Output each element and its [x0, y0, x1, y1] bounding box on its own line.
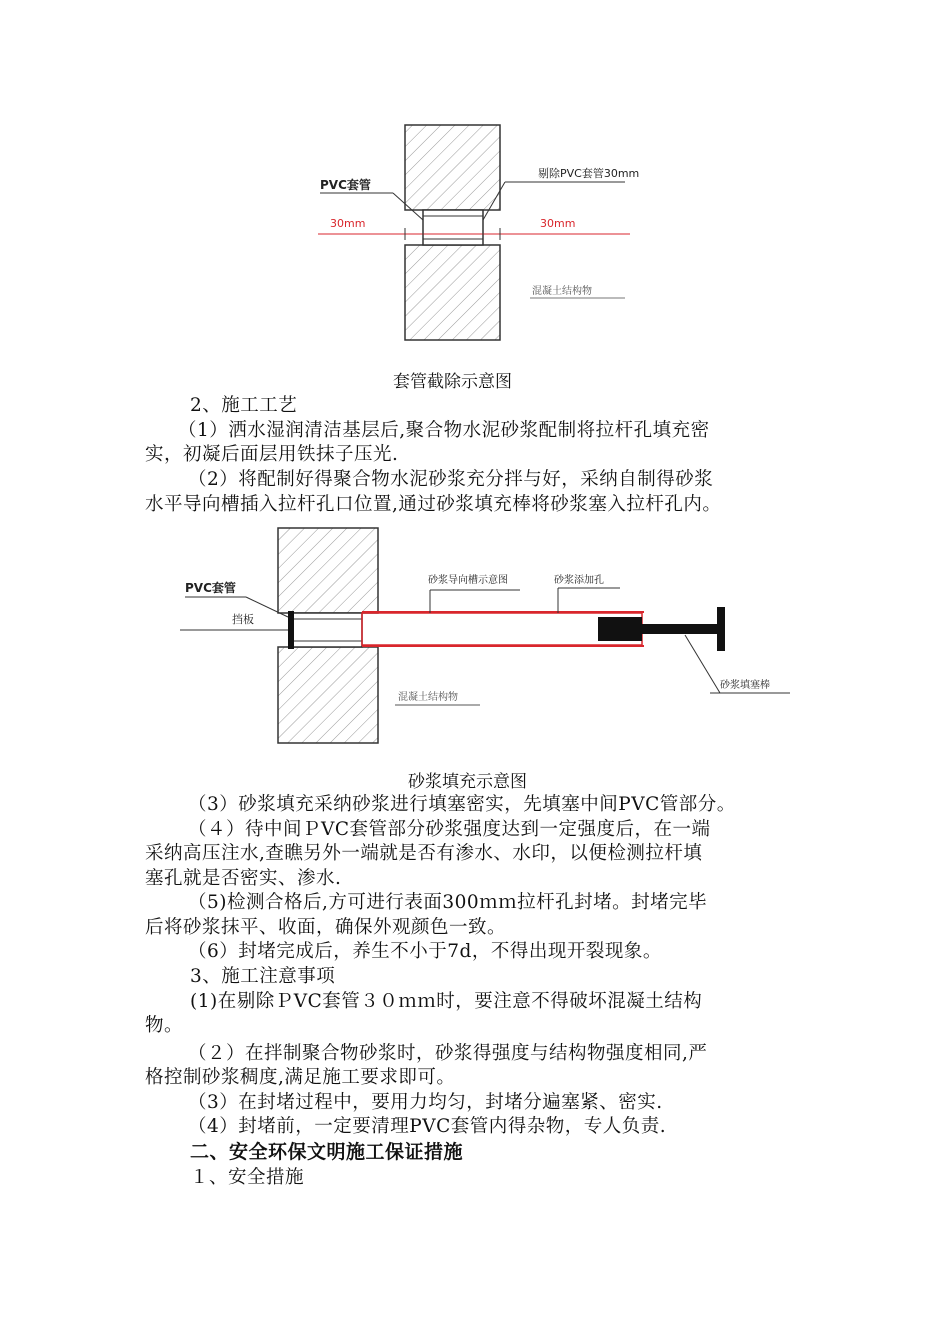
text-line: 水平导向槽插入拉杆孔口位置,通过砂浆填充棒将砂浆塞入拉杆孔内。	[145, 494, 722, 515]
pvc-sleeve	[290, 613, 362, 647]
pvc-sleeve	[423, 210, 483, 245]
text-line: （２）在拌制聚合物砂浆时，砂浆得强度与结构物强度相同,严	[188, 1043, 708, 1064]
label-dim-left: 30mm	[330, 217, 366, 230]
text-line: （1）洒水湿润清洁基层后,聚合物水泥砂浆配制将拉杆孔填充密	[178, 420, 710, 441]
text-line: （４）待中间ＰVC套管部分砂浆强度达到一定强度后，在一端	[188, 819, 711, 840]
text-line: （3）在封堵过程中，要用力均匀，封堵分遍塞紧、密实.	[188, 1092, 663, 1113]
label-pvc-sleeve: PVC套管	[320, 178, 371, 192]
mortar-filling-rod-head	[598, 617, 642, 641]
text-line: （3）砂浆填充采纳砂浆进行填塞密实，先填塞中间PVC管部分。	[188, 794, 736, 815]
text-line: (1)在剔除ＰVC套管３０ｍｍ时，要注意不得破坏混凝土结构	[190, 991, 703, 1012]
label-filling-rod: 砂浆填塞棒	[720, 680, 770, 691]
text-line: 塞孔就是否密实、渗水.	[145, 868, 342, 889]
label-mortar-hole: 砂浆添加孔	[554, 575, 604, 586]
text-line: （6）封堵完成后，养生不小于7d，不得出现开裂现象。	[188, 941, 662, 962]
label-guide-groove: 砂浆导向槽示意图	[428, 575, 508, 586]
label-baffle: 挡板	[232, 613, 254, 626]
text-line: 3、施工注意事项	[190, 966, 336, 987]
figure-sleeve-cutting-diagram	[290, 120, 650, 350]
text-line: 采纳高压注水,查瞧另外一端就是否有渗水、水印，以便检测拉杆填	[145, 843, 703, 864]
text-line: １、安全措施	[190, 1167, 305, 1188]
text-line: （5)检测合格后,方可进行表面300ｍｍ拉杆孔封堵。封堵完毕	[188, 892, 708, 913]
text-line: （2）将配制好得聚合物水泥砂浆充分拌与好，采纳自制得砂浆	[188, 469, 714, 490]
text-line: 后将砂浆抹平、收面，确保外观颜色一致。	[145, 917, 507, 938]
text-line: 物。	[145, 1015, 184, 1036]
baffle-plate	[288, 611, 294, 649]
concrete-block-lower	[278, 647, 378, 743]
concrete-block-lower	[405, 245, 500, 340]
text-line: 实，初凝后面层用铁抹子压光.	[145, 444, 399, 465]
label-pvc-sleeve: PVC套管	[185, 581, 236, 595]
text-line: 2、施工工艺	[190, 395, 298, 416]
label-concrete: 混凝土结构物	[398, 692, 458, 703]
mortar-filling-rod-shaft	[642, 624, 717, 634]
figure2-caption: 砂浆填充示意图	[408, 772, 527, 792]
figure-mortar-filling-diagram	[180, 525, 800, 750]
label-dim-right: 30mm	[540, 217, 576, 230]
section-heading: 二、安全环保文明施工保证措施	[190, 1141, 464, 1163]
concrete-block-upper	[405, 125, 500, 210]
text-line: 格控制砂浆稠度,满足施工要求即可。	[145, 1067, 456, 1088]
label-remove-sleeve: 剔除PVC套管30mm	[538, 167, 640, 180]
label-concrete: 混凝土结构物	[532, 286, 592, 297]
concrete-block-upper	[278, 528, 378, 613]
text-line: （4）封堵前，一定要清理PVC套管内得杂物，专人负责.	[188, 1116, 667, 1137]
figure1-caption: 套管截除示意图	[393, 372, 512, 392]
mortar-filling-rod-handle	[717, 607, 725, 651]
